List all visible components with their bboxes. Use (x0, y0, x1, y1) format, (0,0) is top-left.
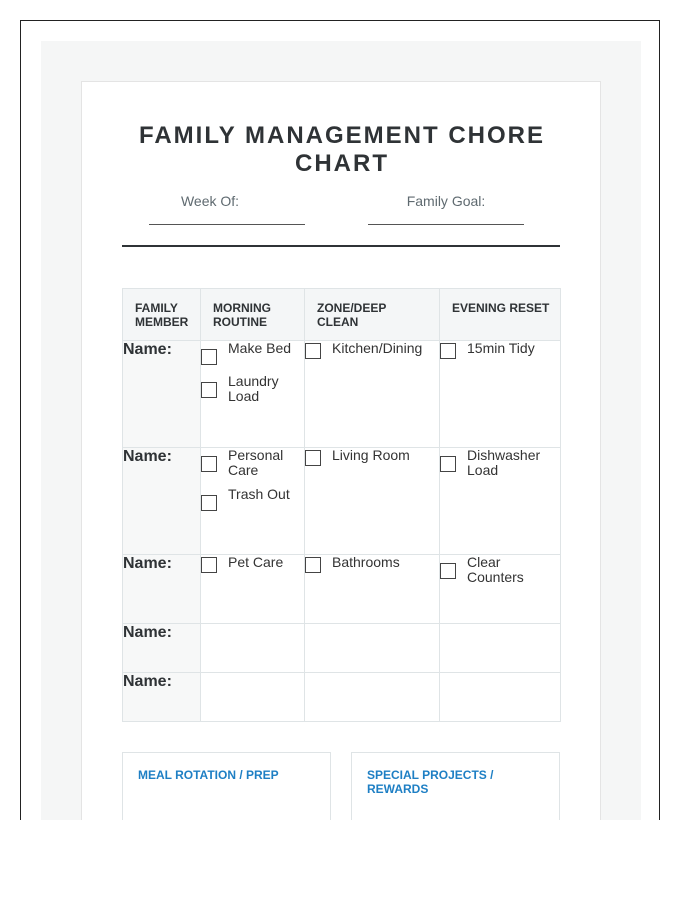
task-checkbox[interactable] (201, 382, 217, 398)
task-checkbox[interactable] (305, 557, 321, 573)
task-label: Trash Out (228, 486, 290, 502)
morning-cell (201, 448, 305, 555)
meal-rotation-panel (122, 752, 331, 820)
task-label: Bathrooms (332, 554, 400, 570)
task-item (201, 555, 304, 573)
morning-cell (201, 341, 305, 448)
family-goal-label: Family Goal: (406, 193, 486, 209)
zone-cell (305, 341, 440, 448)
task-item (440, 555, 560, 585)
morning-cell (201, 624, 305, 673)
table-row (123, 555, 561, 624)
evening-cell (440, 448, 561, 555)
member-name: Name: (123, 341, 201, 448)
task-label: Make Bed (228, 340, 292, 356)
table-header-row (123, 289, 561, 341)
header-family-member: FAMILY MEMBER (123, 289, 201, 341)
task-checkbox[interactable] (201, 557, 217, 573)
task-label: Living Room (332, 447, 410, 463)
task-label: Clear Counters (467, 554, 524, 585)
evening-cell (440, 673, 561, 722)
title-divider (122, 245, 560, 247)
task-checkbox[interactable] (440, 563, 456, 579)
task-label: 15min Tidy (467, 340, 535, 356)
task-checkbox[interactable] (440, 456, 456, 472)
task-label: Dishwasher Load (467, 447, 541, 478)
chore-table (122, 288, 561, 722)
header-morning-routine: MORNING ROUTINE (201, 289, 305, 341)
header-evening-reset: EVENING RESET (440, 289, 561, 341)
week-of-line (149, 224, 305, 225)
meal-rotation-title: MEAL ROTATION / PREP (138, 768, 279, 782)
zone-cell (305, 624, 440, 673)
header-zone-deep-clean: ZONE/DEEP CLEAN (305, 289, 440, 341)
task-label: Personal Care (228, 447, 284, 478)
document-frame (20, 20, 660, 820)
task-item (201, 448, 304, 478)
table-row (123, 673, 561, 722)
task-checkbox[interactable] (305, 343, 321, 359)
table-row (123, 624, 561, 673)
task-item (440, 448, 560, 478)
task-label: Kitchen/Dining (332, 340, 423, 356)
task-item (201, 487, 304, 511)
task-checkbox[interactable] (305, 450, 321, 466)
task-checkbox[interactable] (440, 343, 456, 359)
member-name: Name: (123, 673, 201, 722)
table-row (123, 448, 561, 555)
evening-cell (440, 555, 561, 624)
zone-cell (305, 673, 440, 722)
task-checkbox[interactable] (201, 495, 217, 511)
task-item (305, 448, 439, 466)
task-item (305, 555, 439, 573)
zone-cell (305, 448, 440, 555)
morning-cell (201, 555, 305, 624)
task-checkbox[interactable] (201, 349, 217, 365)
member-name: Name: (123, 448, 201, 555)
task-item (305, 341, 439, 359)
member-name: Name: (123, 555, 201, 624)
task-item (201, 341, 304, 365)
task-label: Laundry Load (228, 373, 279, 404)
zone-cell (305, 555, 440, 624)
morning-cell (201, 673, 305, 722)
task-checkbox[interactable] (201, 456, 217, 472)
member-name: Name: (123, 624, 201, 673)
task-item (440, 341, 560, 359)
task-item (201, 374, 304, 404)
page-title: FAMILY MANAGEMENT CHORE CHART (138, 122, 546, 177)
page-backdrop (41, 41, 641, 820)
chore-chart-page (81, 81, 601, 820)
special-projects-title: SPECIAL PROJECTS / REWARDS (367, 768, 494, 796)
evening-cell (440, 624, 561, 673)
week-of-label: Week Of: (180, 193, 240, 209)
task-label: Pet Care (228, 554, 284, 570)
special-projects-panel (351, 752, 560, 820)
family-goal-line (368, 224, 524, 225)
evening-cell (440, 341, 561, 448)
table-row (123, 341, 561, 448)
